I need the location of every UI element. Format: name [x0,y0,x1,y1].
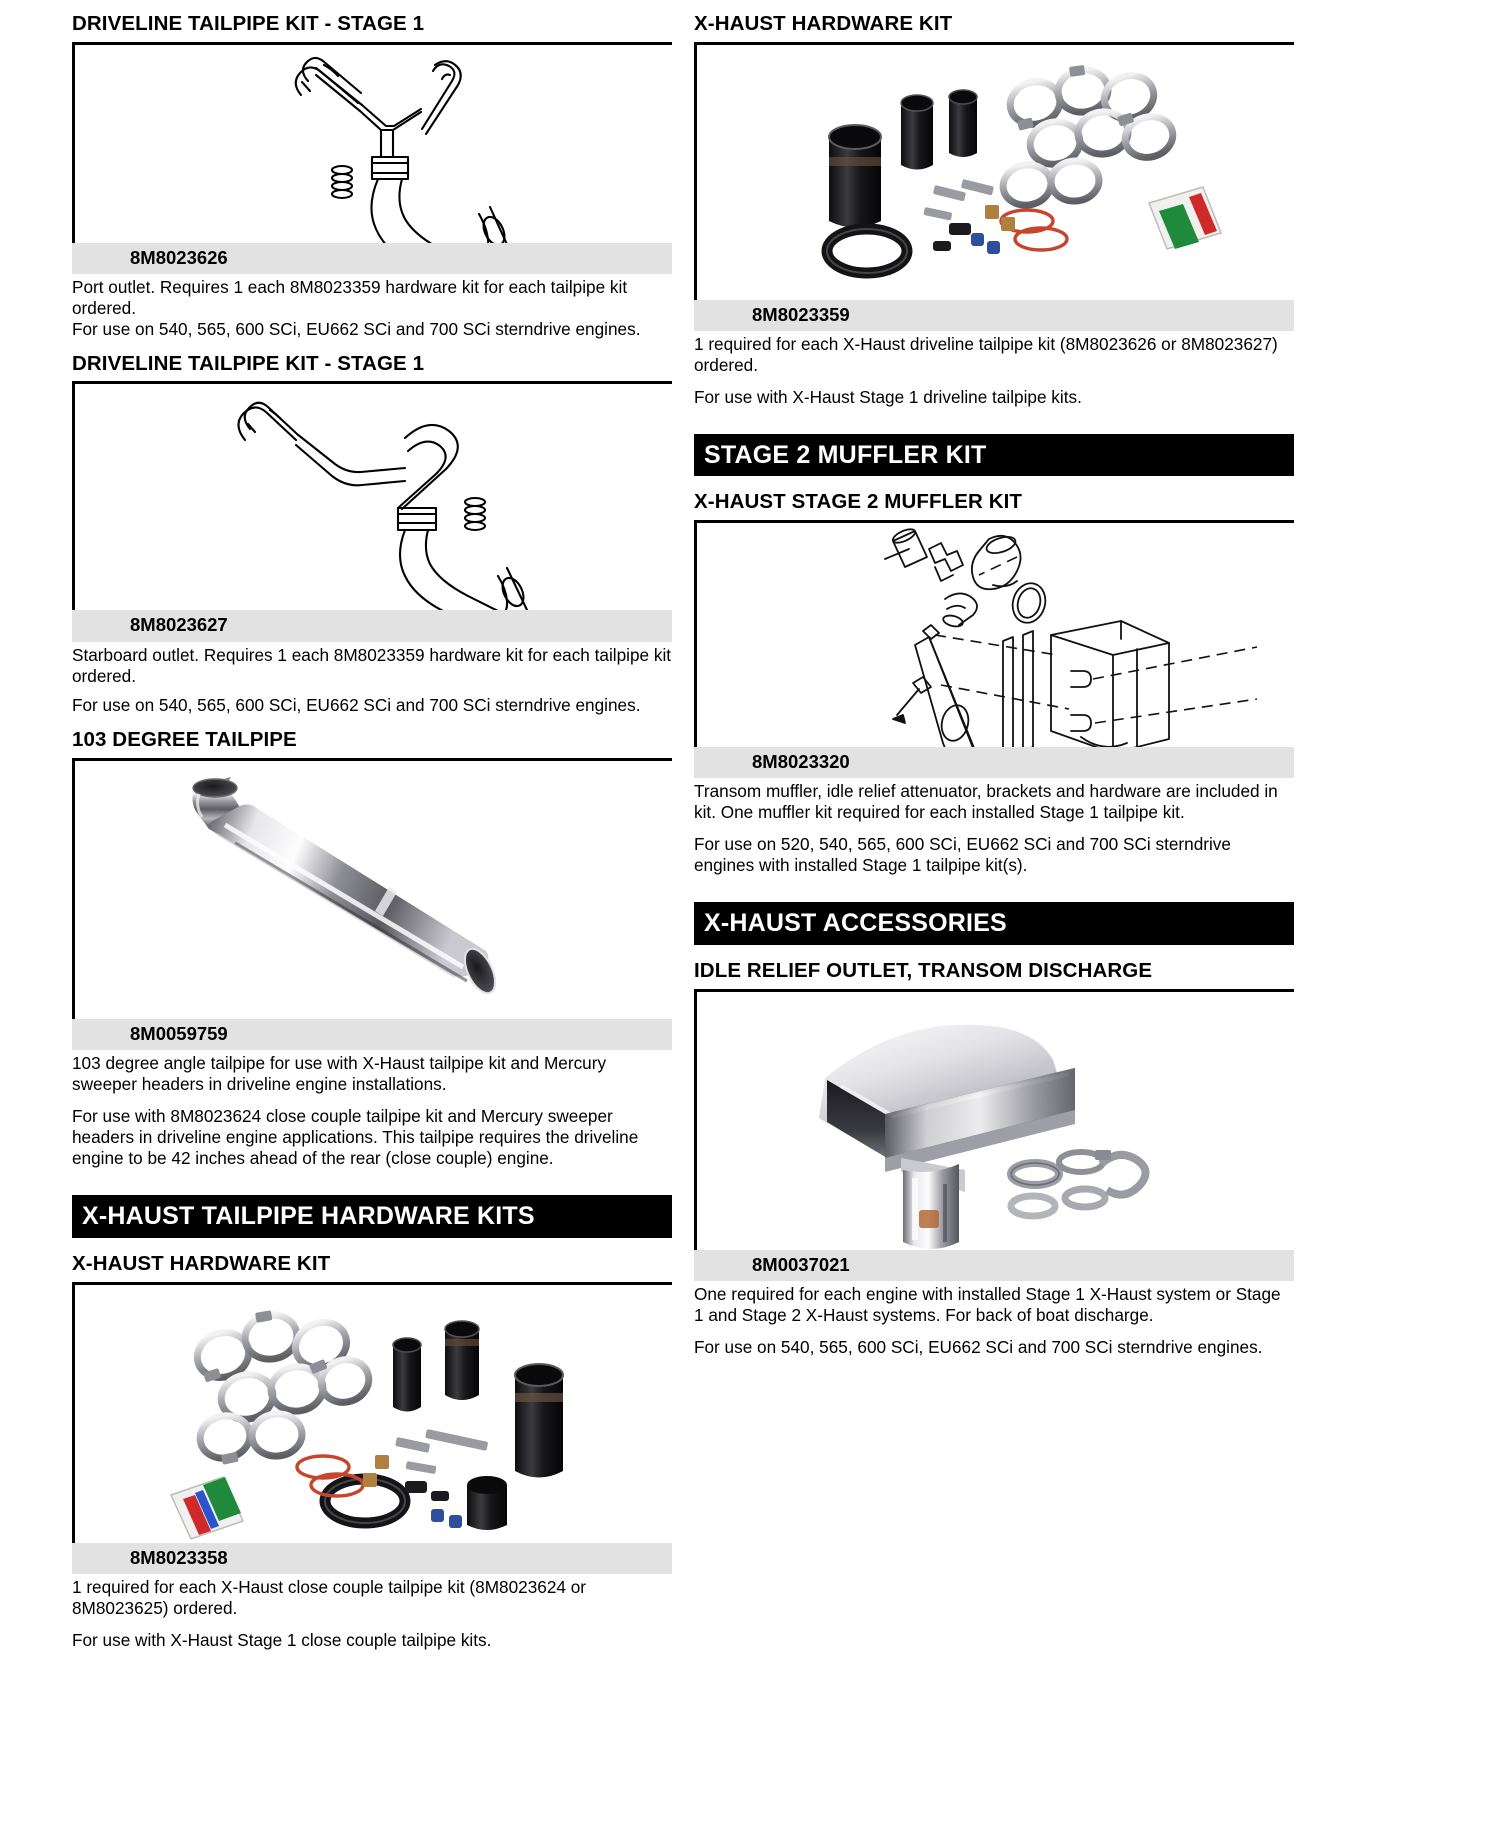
product-description: For use on 540, 565, 600 SCi, EU662 SCi and 700 SCi sterndrive engines. [72,318,641,339]
product-heading: 103 DEGREE TAILPIPE [72,728,672,761]
product-block-8M8023627 [72,352,672,717]
product-description: 103 degree angle tailpipe for use with X-Haust tailpipe kit and Mercury sweeper headers in driveline engine installations. [72,1053,607,1095]
product-description: For use with X-Haust Stage 1 close couple tailpipe kits. [72,1629,492,1650]
stage-2-muffler-kit-exploded-drawing [694,523,1294,747]
part-number: 8M8023359 [694,300,1294,331]
product-block-8M8023359 [694,12,1294,408]
product-heading: IDLE RELIEF OUTLET, TRANSOM DISCHARGE [694,959,1294,992]
product-description: For use on 540, 565, 600 SCi, EU662 SCi and 700 SCi sterndrive engines. [72,695,641,716]
product-description: For use with X-Haust Stage 1 driveline tailpipe kits. [694,386,1082,407]
x-haust-hardware-kit-photo [72,1285,672,1543]
product-heading: X-HAUST HARDWARE KIT [72,1252,672,1285]
part-number: 8M0059759 [72,1019,672,1050]
103-degree-chrome-tailpipe-photo [72,761,672,1019]
x-haust-hardware-kit-photo [694,45,1294,300]
left-column [72,0,672,1651]
product-heading: X-HAUST STAGE 2 MUFFLER KIT [694,490,1294,523]
product-description: 1 required for each X-Haust close couple tailpipe kit (8M8023624 or 8M8023625) ordered. [72,1576,587,1618]
product-block-8M8023320 [694,490,1294,876]
part-number: 8M8023358 [72,1543,672,1574]
product-description: 1 required for each X-Haust driveline tailpipe kit (8M8023626 or 8M8023627) ordered. [694,333,1278,375]
product-description: For use on 540, 565, 600 SCi, EU662 SCi and 700 SCi sterndrive engines. [694,1336,1263,1357]
product-description: One required for each engine with installed Stage 1 X-Haust system or Stage 1 and Stage 2 X-Haust systems. For back of boat discharge. [694,1283,1281,1325]
product-heading: X-HAUST HARDWARE KIT [694,12,1294,45]
product-description: For use on 520, 540, 565, 600 SCi, EU662 SCi and 700 SCi sterndrive engines with installed Stage 1 tailpipe kit(s). [694,834,1231,876]
part-number: 8M0037021 [694,1250,1294,1281]
product-description: Transom muffler, idle relief attenuator, brackets and hardware are included in kit. One muffler kit required for each installed Stage 1 tailpipe kit. [694,781,1278,823]
product-block-8M0059759 [72,728,672,1169]
driveline-tailpipe-port-line-drawing [72,45,672,243]
part-number: 8M8023627 [72,610,672,641]
part-number: 8M8023320 [694,747,1294,778]
product-description: Starboard outlet. Requires 1 each 8M8023359 hardware kit for each tailpipe kit ordered. [72,644,672,686]
product-heading: DRIVELINE TAILPIPE KIT - STAGE 1 [72,352,672,385]
product-description: Port outlet. Requires 1 each 8M8023359 hardware kit for each tailpipe kit ordered. [72,276,628,318]
idle-relief-outlet-transom-discharge-photo [694,992,1294,1250]
section-band-x-haust-accessories: X-HAUST ACCESSORIES [694,902,1294,945]
section-band-stage-2-muffler-kit: STAGE 2 MUFFLER KIT [694,434,1294,477]
product-block-8M8023626 [72,12,672,340]
product-block-8M0037021 [694,959,1294,1358]
right-column [694,0,1294,1358]
product-block-8M8023358 [72,1252,672,1651]
part-number: 8M8023626 [72,243,672,274]
product-description: For use with 8M8023624 close couple tailpipe kit and Mercury sweeper headers in driveline engine applications. This tailpipe requires the driveline engine to be 42 inches ahead of the rear (close couple) engine. [72,1106,639,1169]
section-band-tailpipe-hardware-kits: X-HAUST TAILPIPE HARDWARE KITS [72,1195,672,1238]
product-heading: DRIVELINE TAILPIPE KIT - STAGE 1 [72,12,672,45]
driveline-tailpipe-starboard-line-drawing [72,384,672,610]
